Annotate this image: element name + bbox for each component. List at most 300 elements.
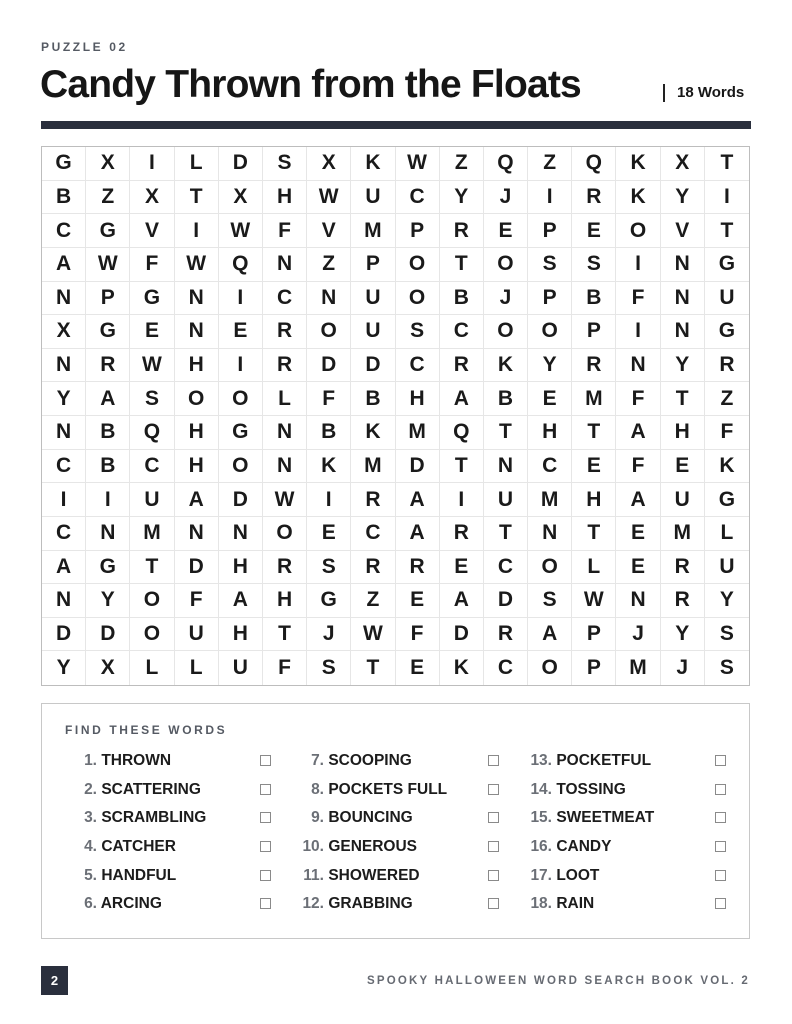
grid-cell[interactable]: A <box>42 248 86 282</box>
grid-cell[interactable]: O <box>484 248 528 282</box>
grid-cell[interactable]: S <box>719 656 734 680</box>
grid-cell[interactable]: E <box>616 517 660 551</box>
grid-cell[interactable]: T <box>705 147 749 181</box>
grid-cell[interactable]: Z <box>528 147 572 181</box>
grid-cell[interactable]: G <box>705 248 749 282</box>
word-number: 15. <box>530 809 552 827</box>
grid-cell[interactable]: U <box>661 483 705 517</box>
grid-cell[interactable]: Q <box>572 147 616 181</box>
grid-cell[interactable]: I <box>175 214 219 248</box>
word-entry <box>530 808 654 828</box>
grid-cell[interactable]: N <box>263 248 307 282</box>
grid-cell[interactable]: B <box>440 282 484 316</box>
grid-cell[interactable]: I <box>86 483 130 517</box>
grid-cell[interactable]: D <box>86 618 130 652</box>
grid-cell[interactable]: N <box>175 315 219 349</box>
grid-cell[interactable]: H <box>175 450 219 484</box>
grid-cell[interactable]: H <box>219 618 263 652</box>
grid-cell[interactable]: M <box>351 214 395 248</box>
grid-cell[interactable]: W <box>396 147 440 181</box>
grid-cell[interactable]: V <box>661 214 705 248</box>
grid-cell[interactable]: E <box>572 214 616 248</box>
grid-cell[interactable]: B <box>307 416 351 450</box>
grid-cell[interactable]: L <box>572 551 616 585</box>
grid-cell[interactable]: X <box>130 181 174 215</box>
grid-cell[interactable]: F <box>396 618 440 652</box>
grid-cell[interactable]: R <box>661 551 705 585</box>
grid-cell[interactable]: B <box>86 450 130 484</box>
grid-cell[interactable]: P <box>351 248 395 282</box>
grid-cell[interactable]: E <box>396 651 440 685</box>
grid-cell[interactable]: Y <box>42 382 86 416</box>
grid-cell[interactable]: L <box>705 517 749 551</box>
grid-cell[interactable]: A <box>396 483 440 517</box>
grid-cell[interactable]: C <box>440 315 484 349</box>
grid-cell[interactable]: J <box>484 282 528 316</box>
grid-cell[interactable]: O <box>396 282 440 316</box>
word-number: 18. <box>530 895 552 913</box>
grid-cell[interactable]: A <box>616 416 660 450</box>
grid-cell[interactable]: P <box>572 618 616 652</box>
word-checkbox[interactable] <box>260 870 271 881</box>
grid-cell[interactable]: Z <box>351 584 395 618</box>
grid-cell[interactable]: O <box>175 382 219 416</box>
grid-cell[interactable]: G <box>86 551 130 585</box>
grid-cell[interactable]: N <box>661 248 705 282</box>
grid-cell[interactable]: N <box>42 349 86 383</box>
grid-cell[interactable]: N <box>175 282 219 316</box>
grid-cell[interactable]: C <box>484 651 528 685</box>
grid-cell[interactable]: T <box>572 416 616 450</box>
grid-cell[interactable]: T <box>484 416 528 450</box>
word-checkbox[interactable] <box>715 870 726 881</box>
grid-cell[interactable]: T <box>705 214 749 248</box>
grid-cell[interactable]: N <box>661 315 705 349</box>
word-label: SHOWERED <box>328 866 420 884</box>
grid-cell[interactable]: O <box>528 551 572 585</box>
grid-cell[interactable]: D <box>42 618 86 652</box>
grid-cell[interactable]: I <box>42 483 86 517</box>
grid-cell[interactable]: L <box>175 147 219 181</box>
grid-cell[interactable]: C <box>396 349 440 383</box>
grid-cell[interactable]: P <box>86 282 130 316</box>
word-label: GENEROUS <box>328 838 418 856</box>
word-label: SCRAMBLING <box>101 809 207 827</box>
grid-cell[interactable]: M <box>528 483 572 517</box>
word-checkbox[interactable] <box>715 812 726 823</box>
grid-cell[interactable]: I <box>616 248 660 282</box>
grid-cell[interactable]: R <box>440 214 484 248</box>
grid-cell[interactable]: S <box>263 147 307 181</box>
grid-cell[interactable]: I <box>616 315 660 349</box>
grid-cell[interactable]: R <box>572 181 616 215</box>
grid-cell[interactable]: T <box>440 450 484 484</box>
grid-cell[interactable]: M <box>396 416 440 450</box>
grid-cell[interactable]: A <box>396 517 440 551</box>
grid-cell[interactable]: F <box>616 282 660 316</box>
grid-cell[interactable]: F <box>307 382 351 416</box>
grid-cell[interactable]: E <box>572 450 616 484</box>
grid-cell[interactable]: W <box>130 349 174 383</box>
grid-cell[interactable]: G <box>86 315 130 349</box>
grid-cell[interactable]: H <box>528 416 572 450</box>
word-entry <box>530 866 599 886</box>
grid-cell[interactable]: D <box>440 618 484 652</box>
word-checkbox[interactable] <box>260 841 271 852</box>
word-checkbox[interactable] <box>715 755 726 766</box>
grid-cell[interactable]: P <box>572 315 616 349</box>
grid-cell[interactable]: F <box>263 214 307 248</box>
grid-cell[interactable]: X <box>86 651 130 685</box>
word-checkbox[interactable] <box>488 841 499 852</box>
grid-cell[interactable]: N <box>263 416 307 450</box>
grid-cell[interactable]: Z <box>440 147 484 181</box>
grid-cell[interactable]: B <box>351 382 395 416</box>
grid-cell[interactable]: Q <box>484 147 528 181</box>
grid-cell[interactable]: U <box>351 315 395 349</box>
grid-cell[interactable]: T <box>351 651 395 685</box>
word-number: 4. <box>84 838 97 856</box>
grid-cell[interactable]: Y <box>661 349 705 383</box>
grid-cell[interactable]: A <box>42 551 86 585</box>
grid-cell[interactable]: H <box>175 416 219 450</box>
grid-cell[interactable]: N <box>42 416 86 450</box>
grid-cell[interactable]: G <box>130 282 174 316</box>
grid-cell[interactable]: K <box>351 416 395 450</box>
grid-cell[interactable]: I <box>307 483 351 517</box>
grid-cell[interactable]: U <box>175 618 219 652</box>
grid-cell[interactable]: B <box>42 181 86 215</box>
grid-cell[interactable]: O <box>307 315 351 349</box>
grid-cell[interactable]: S <box>528 584 572 618</box>
word-number: 12. <box>302 895 324 913</box>
grid-cell[interactable]: Y <box>705 584 749 618</box>
grid-cell[interactable]: A <box>175 483 219 517</box>
grid-cell[interactable]: N <box>307 282 351 316</box>
grid-cell[interactable]: E <box>130 315 174 349</box>
grid-cell[interactable]: H <box>572 483 616 517</box>
grid-cell[interactable]: U <box>705 282 749 316</box>
grid-cell[interactable]: T <box>484 517 528 551</box>
grid-cell[interactable]: K <box>616 181 660 215</box>
grid-cell[interactable]: E <box>616 551 660 585</box>
grid-cell[interactable]: S <box>528 248 572 282</box>
grid-cell[interactable]: O <box>396 248 440 282</box>
grid-cell[interactable]: K <box>616 147 660 181</box>
grid-cell[interactable]: K <box>440 651 484 685</box>
grid-cell[interactable]: T <box>175 181 219 215</box>
grid-cell[interactable]: B <box>86 416 130 450</box>
grid-cell[interactable]: O <box>263 517 307 551</box>
grid-cell[interactable]: O <box>616 214 660 248</box>
word-checkbox[interactable] <box>488 898 499 909</box>
grid-cell[interactable]: G <box>705 315 749 349</box>
grid-cell[interactable]: A <box>616 483 660 517</box>
grid-cell[interactable]: W <box>175 248 219 282</box>
grid-cell[interactable]: M <box>351 450 395 484</box>
grid-cell[interactable]: G <box>307 584 351 618</box>
grid-cell[interactable]: K <box>307 450 351 484</box>
grid-cell[interactable]: R <box>440 349 484 383</box>
grid-cell[interactable]: I <box>705 181 749 215</box>
grid-cell[interactable]: M <box>572 382 616 416</box>
grid-cell[interactable]: M <box>616 651 660 685</box>
grid-cell[interactable]: W <box>86 248 130 282</box>
grid-cell[interactable]: W <box>219 214 263 248</box>
grid-cell[interactable]: D <box>307 349 351 383</box>
grid-cell[interactable]: I <box>440 483 484 517</box>
grid-cell[interactable]: K <box>484 349 528 383</box>
word-checkbox[interactable] <box>260 755 271 766</box>
word-entry <box>84 751 171 771</box>
grid-cell[interactable]: F <box>175 584 219 618</box>
grid-cell[interactable]: J <box>616 618 660 652</box>
grid-cell[interactable]: H <box>219 551 263 585</box>
grid-cell[interactable]: N <box>661 282 705 316</box>
grid-cell[interactable]: R <box>661 584 705 618</box>
grid-cell[interactable]: Y <box>661 618 705 652</box>
grid-cell[interactable]: C <box>263 282 307 316</box>
grid-cell[interactable]: E <box>661 450 705 484</box>
grid-cell[interactable]: U <box>484 483 528 517</box>
grid-cell[interactable]: N <box>219 517 263 551</box>
grid-cell[interactable]: R <box>440 517 484 551</box>
word-number: 2. <box>84 780 97 798</box>
word-checkbox[interactable] <box>488 755 499 766</box>
grid-cell[interactable]: D <box>175 551 219 585</box>
grid-cell[interactable]: C <box>42 214 86 248</box>
grid-cell[interactable]: R <box>351 483 395 517</box>
grid-cell[interactable]: F <box>263 651 307 685</box>
word-number: 3. <box>84 809 97 827</box>
letter-grid[interactable] <box>41 146 750 686</box>
grid-cell[interactable]: N <box>86 517 130 551</box>
grid-cell[interactable]: E <box>307 517 351 551</box>
grid-cell[interactable]: O <box>528 315 572 349</box>
grid-cell[interactable]: W <box>572 584 616 618</box>
grid-cell[interactable]: C <box>42 517 86 551</box>
grid-cell[interactable]: S <box>572 248 616 282</box>
grid-cell[interactable]: Y <box>86 584 130 618</box>
word-number: 6. <box>84 895 97 913</box>
grid-cell[interactable]: U <box>351 282 395 316</box>
grid-cell[interactable]: Z <box>86 181 130 215</box>
grid-cell[interactable]: I <box>528 181 572 215</box>
word-number: 11. <box>303 866 324 884</box>
word-label: SCOOPING <box>328 752 412 769</box>
grid-cell[interactable]: S <box>307 651 351 685</box>
word-checkbox[interactable] <box>715 784 726 795</box>
grid-cell[interactable]: P <box>528 214 572 248</box>
word-checkbox[interactable] <box>488 870 499 881</box>
word-number: 13. <box>530 752 552 769</box>
grid-cell[interactable]: A <box>528 618 572 652</box>
grid-cell[interactable]: M <box>130 517 174 551</box>
grid-cell[interactable]: U <box>705 551 749 585</box>
grid-cell[interactable]: Q <box>130 416 174 450</box>
grid-cell[interactable]: U <box>351 181 395 215</box>
grid-cell[interactable]: N <box>528 517 572 551</box>
grid-cell[interactable]: L <box>175 651 219 685</box>
grid-cell[interactable]: C <box>130 450 174 484</box>
grid-cell[interactable]: T <box>572 517 616 551</box>
grid-cell[interactable]: D <box>219 147 263 181</box>
word-count-badge: 18 Words <box>663 84 744 102</box>
grid-cell[interactable]: N <box>616 349 660 383</box>
grid-cell[interactable]: I <box>219 282 263 316</box>
grid-cell[interactable]: R <box>572 349 616 383</box>
grid-cell[interactable]: R <box>263 349 307 383</box>
grid-cell[interactable]: N <box>484 450 528 484</box>
grid-cell[interactable]: X <box>661 147 705 181</box>
grid-cell[interactable]: S <box>705 618 749 652</box>
grid-cell[interactable]: X <box>42 315 86 349</box>
grid-cell[interactable]: Y <box>528 349 572 383</box>
grid-cell[interactable]: A <box>440 584 484 618</box>
grid-cell[interactable]: Q <box>219 248 263 282</box>
grid-cell[interactable]: D <box>396 450 440 484</box>
grid-cell[interactable]: K <box>351 147 395 181</box>
grid-cell[interactable]: V <box>307 214 351 248</box>
grid-cell[interactable]: E <box>528 382 572 416</box>
grid-cell[interactable]: R <box>396 551 440 585</box>
grid-cell[interactable]: F <box>705 416 749 450</box>
word-entry <box>84 866 176 886</box>
grid-cell[interactable]: B <box>484 382 528 416</box>
word-entry <box>84 780 201 800</box>
grid-cell[interactable]: H <box>661 416 705 450</box>
grid-cell[interactable]: E <box>396 584 440 618</box>
grid-cell[interactable]: G <box>42 147 86 181</box>
grid-cell[interactable]: M <box>661 517 705 551</box>
grid-cell[interactable]: F <box>130 248 174 282</box>
grid-cell[interactable]: O <box>528 651 572 685</box>
grid-cell[interactable]: H <box>175 349 219 383</box>
grid-cell[interactable]: F <box>616 450 660 484</box>
word-checkbox[interactable] <box>488 812 499 823</box>
grid-cell[interactable]: P <box>528 282 572 316</box>
grid-cell[interactable]: R <box>705 349 749 383</box>
grid-cell[interactable]: Y <box>42 651 86 685</box>
grid-cell[interactable]: G <box>705 483 749 517</box>
grid-cell[interactable]: D <box>484 584 528 618</box>
grid-cell[interactable]: J <box>661 651 705 685</box>
grid-cell[interactable]: I <box>130 147 174 181</box>
grid-cell[interactable]: A <box>86 382 130 416</box>
grid-cell[interactable]: F <box>616 382 660 416</box>
grid-cell[interactable]: D <box>351 349 395 383</box>
grid-cell[interactable]: N <box>42 584 86 618</box>
grid-cell[interactable]: O <box>219 382 263 416</box>
grid-cell[interactable]: P <box>572 651 616 685</box>
grid-cell[interactable]: N <box>263 450 307 484</box>
grid-cell[interactable]: O <box>219 450 263 484</box>
grid-cell[interactable]: C <box>528 450 572 484</box>
grid-cell[interactable]: T <box>130 551 174 585</box>
grid-cell[interactable]: R <box>484 618 528 652</box>
grid-cell[interactable]: J <box>307 618 351 652</box>
grid-cell[interactable]: R <box>263 551 307 585</box>
grid-cell[interactable]: H <box>263 584 307 618</box>
grid-cell[interactable]: L <box>263 382 307 416</box>
grid-cell[interactable]: U <box>130 483 174 517</box>
word-checkbox[interactable] <box>715 898 726 909</box>
grid-cell[interactable]: X <box>86 147 130 181</box>
grid-cell[interactable]: I <box>219 349 263 383</box>
grid-cell[interactable]: C <box>42 450 86 484</box>
grid-cell[interactable]: A <box>219 584 263 618</box>
grid-cell[interactable]: O <box>484 315 528 349</box>
grid-cell[interactable]: G <box>86 214 130 248</box>
grid-cell[interactable]: E <box>219 315 263 349</box>
word-number: 17. <box>530 866 552 884</box>
grid-cell[interactable]: V <box>130 214 174 248</box>
grid-cell[interactable]: S <box>130 382 174 416</box>
grid-cell[interactable]: W <box>263 483 307 517</box>
word-checkbox[interactable] <box>488 784 499 795</box>
grid-cell[interactable]: T <box>263 618 307 652</box>
grid-cell[interactable]: Y <box>661 181 705 215</box>
grid-cell[interactable]: P <box>396 214 440 248</box>
grid-cell[interactable]: K <box>705 450 749 484</box>
grid-cell[interactable]: H <box>263 181 307 215</box>
grid-cell[interactable]: C <box>396 181 440 215</box>
grid-cell[interactable]: E <box>484 214 528 248</box>
grid-cell[interactable]: Z <box>307 248 351 282</box>
word-checkbox[interactable] <box>260 784 271 795</box>
word-label: HANDFUL <box>101 866 177 884</box>
grid-cell[interactable]: H <box>396 382 440 416</box>
grid-cell[interactable]: D <box>219 483 263 517</box>
grid-cell[interactable]: O <box>130 584 174 618</box>
word-entry <box>530 837 611 857</box>
grid-cell[interactable]: U <box>219 651 263 685</box>
grid-cell[interactable]: W <box>307 181 351 215</box>
grid-cell[interactable]: Q <box>440 416 484 450</box>
grid-cell[interactable]: G <box>219 416 263 450</box>
grid-cell[interactable]: X <box>307 147 351 181</box>
word-label: THROWN <box>101 752 172 769</box>
grid-cell[interactable]: E <box>440 551 484 585</box>
grid-cell[interactable]: R <box>263 315 307 349</box>
grid-cell[interactable]: C <box>484 551 528 585</box>
grid-cell[interactable]: T <box>440 248 484 282</box>
word-checkbox[interactable] <box>260 898 271 909</box>
word-label: POCKETFUL <box>556 752 652 769</box>
grid-cell[interactable]: N <box>616 584 660 618</box>
word-label: TOSSING <box>556 780 626 798</box>
grid-cell[interactable]: L <box>130 651 174 685</box>
grid-cell[interactable]: T <box>661 382 705 416</box>
grid-cell[interactable]: A <box>440 382 484 416</box>
grid-cell[interactable]: Y <box>440 181 484 215</box>
grid-cell[interactable]: O <box>130 618 174 652</box>
word-checkbox[interactable] <box>715 841 726 852</box>
word-checkbox[interactable] <box>260 812 271 823</box>
grid-cell[interactable]: R <box>351 551 395 585</box>
grid-cell[interactable]: N <box>175 517 219 551</box>
grid-cell[interactable]: W <box>351 618 395 652</box>
grid-cell[interactable]: N <box>42 282 86 316</box>
grid-cell[interactable]: X <box>219 181 263 215</box>
grid-cell[interactable]: B <box>572 282 616 316</box>
grid-cell[interactable]: Z <box>705 382 749 416</box>
grid-cell[interactable]: C <box>351 517 395 551</box>
grid-cell[interactable]: S <box>396 315 440 349</box>
grid-cell[interactable]: J <box>484 181 528 215</box>
grid-cell[interactable]: R <box>86 349 130 383</box>
grid-cell[interactable]: S <box>307 551 351 585</box>
